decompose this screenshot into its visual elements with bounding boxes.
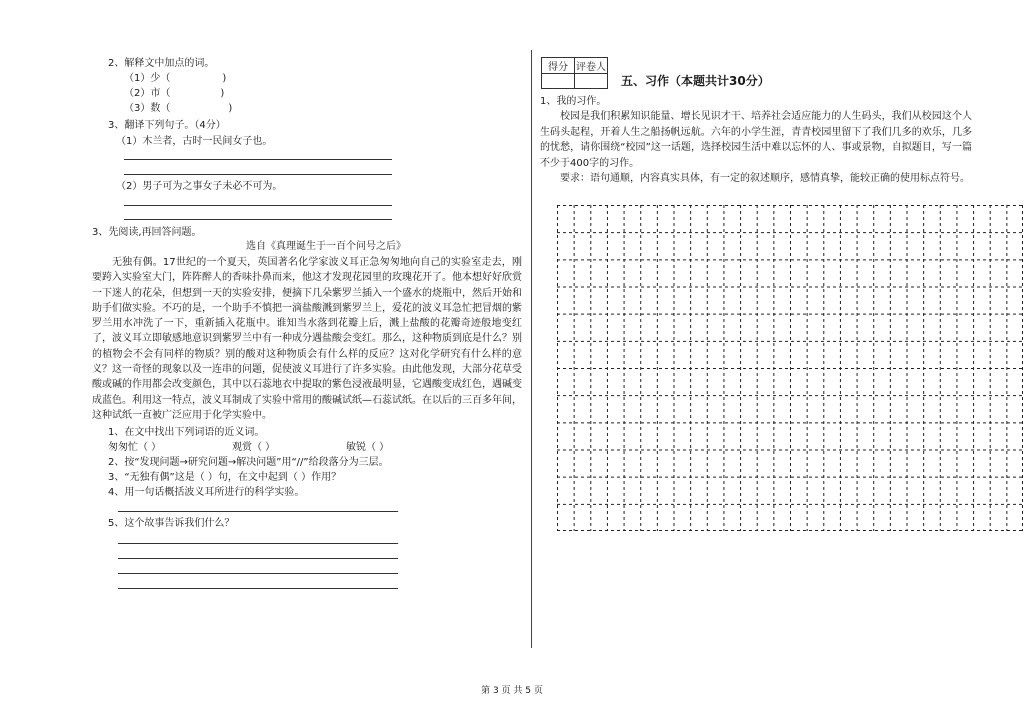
section-title: 五、习作（本题共计30分） (621, 74, 770, 88)
synonym-word-2: 观赏（ ） (232, 442, 276, 453)
translate-sentence-1: （1）木兰者，古时一民间女子也。 (116, 136, 273, 147)
reading-question-3: 3、“无独有偶”这是（ ）句，在文中起到（ ）作用？ (108, 472, 342, 483)
reading-passage: 无独有偶。17世纪的一个夏天，英国著名化学家波义耳正急匆匆地向自己的实验室走去，刚要跨入实验室大门，阵阵醉人的香味扑鼻而来，他这才发现花园里的玫瑰花开了。他本想好好欣赏一下迷人的花朵，但想到一天的实验安排，便摘下几朵紫罗兰插入一个盛水的烧瓶中，然后开始和助手们做实验。不巧的是，一个助手不慎把一滴盐酸溅到紫罗兰上，爱花的波义耳急忙把冒烟的紫罗兰用水冲洗了一下，重新插入花瓶中。谁知当水落到花瓣上后，溅上盐酸的花瓣奇迹般地变红了，波义耳立即敏感地意识到紫罗兰中有一种成分遇盐酸会变红。那么，这种物质到底是什么？别的植物会不会有同样的物质？别的酸对这种物质会有什么样的反应？这对化学研究有什么样的意义？这一奇怪的现象以及一连串的问题，促使波义耳进行了许多实验。由此他发现，大部分花草受酸或碱的作用都会改变颜色，其中以石蕊地衣中提取的紫色浸液最明显，它遇酸变成红色，遇碱变成蓝色。利用这一特点，波义耳制成了实验中常用的酸碱试纸—石蕊试纸。在以后的三百多年间，这种试纸一直被广泛应用于化学实验中。 (92, 257, 522, 421)
reading-question-1: 1、在文中找出下列词语的近义词。 (108, 427, 265, 438)
answer-line (118, 543, 398, 544)
task-body: 校园是我们积累知识能量、增长见识才干、培养社会适应能力的人生码头，我们从校园这个人生码头起程，开着人生之船扬帆远航。六年的小学生涯，青青校园里留下了我们几多的欢乐，几多的忧愁，请你围绕“校园”这一话题，选择校园生活中难以忘怀的人、事或景物，自拟题目，写一篇不少于400字的习作。 (540, 111, 972, 169)
translate-sentence-2: （2）男子可为之事女子未必不可为。 (116, 181, 283, 192)
composition-grid-lines (557, 205, 1023, 531)
reading-intro: 3、先阅读,再回答问题。 (92, 227, 202, 238)
composition-grid[interactable] (557, 205, 1023, 531)
score-table (541, 57, 608, 89)
reading-question-5: 5、这个故事告诉我们什么？ (108, 518, 235, 529)
answer-line (124, 159, 392, 160)
reading-question-2: 2、按“发现问题→研究问题→解决问题”用“//”给段落分为三层。 (108, 457, 389, 468)
question-2-title: 2、解释文中加点的词。 (108, 58, 215, 69)
score-input-cell[interactable] (542, 74, 575, 89)
synonym-word-3: 敏锐（ ） (346, 442, 390, 453)
reading-title: 选自《真理诞生于一百个问号之后》 (246, 241, 406, 252)
answer-line (118, 558, 398, 559)
page-footer: 第 3 页 共 5 页 (481, 686, 543, 696)
answer-line (124, 174, 392, 175)
task-title: 1、我的习作。 (540, 96, 607, 107)
grader-cell: 评卷人 (575, 58, 608, 74)
answer-line (118, 573, 398, 574)
answer-line (118, 588, 398, 589)
answer-line (124, 205, 392, 206)
answer-line (124, 219, 392, 220)
synonym-word-1: 匆匆忙（ ） (108, 442, 162, 453)
answer-line (118, 511, 398, 512)
grader-input-cell[interactable] (575, 74, 608, 89)
question-2-item-1: （1）少（ ) (124, 73, 227, 84)
reading-question-4: 4、用一句话概括波义耳所进行的科学实验。 (108, 487, 305, 498)
question-3-title: 3、翻译下列句子。（4分） (108, 120, 226, 131)
column-divider (531, 50, 532, 648)
question-2-item-3: （3）数（ ) (124, 103, 233, 114)
task-requirement: 要求：语句通顺，内容真实具体，有一定的叙述顺序，感情真挚，能较正确的使用标点符号。 (560, 173, 970, 184)
score-cell: 得分 (542, 58, 575, 74)
question-2-item-2: （2）市（ ) (124, 88, 225, 99)
